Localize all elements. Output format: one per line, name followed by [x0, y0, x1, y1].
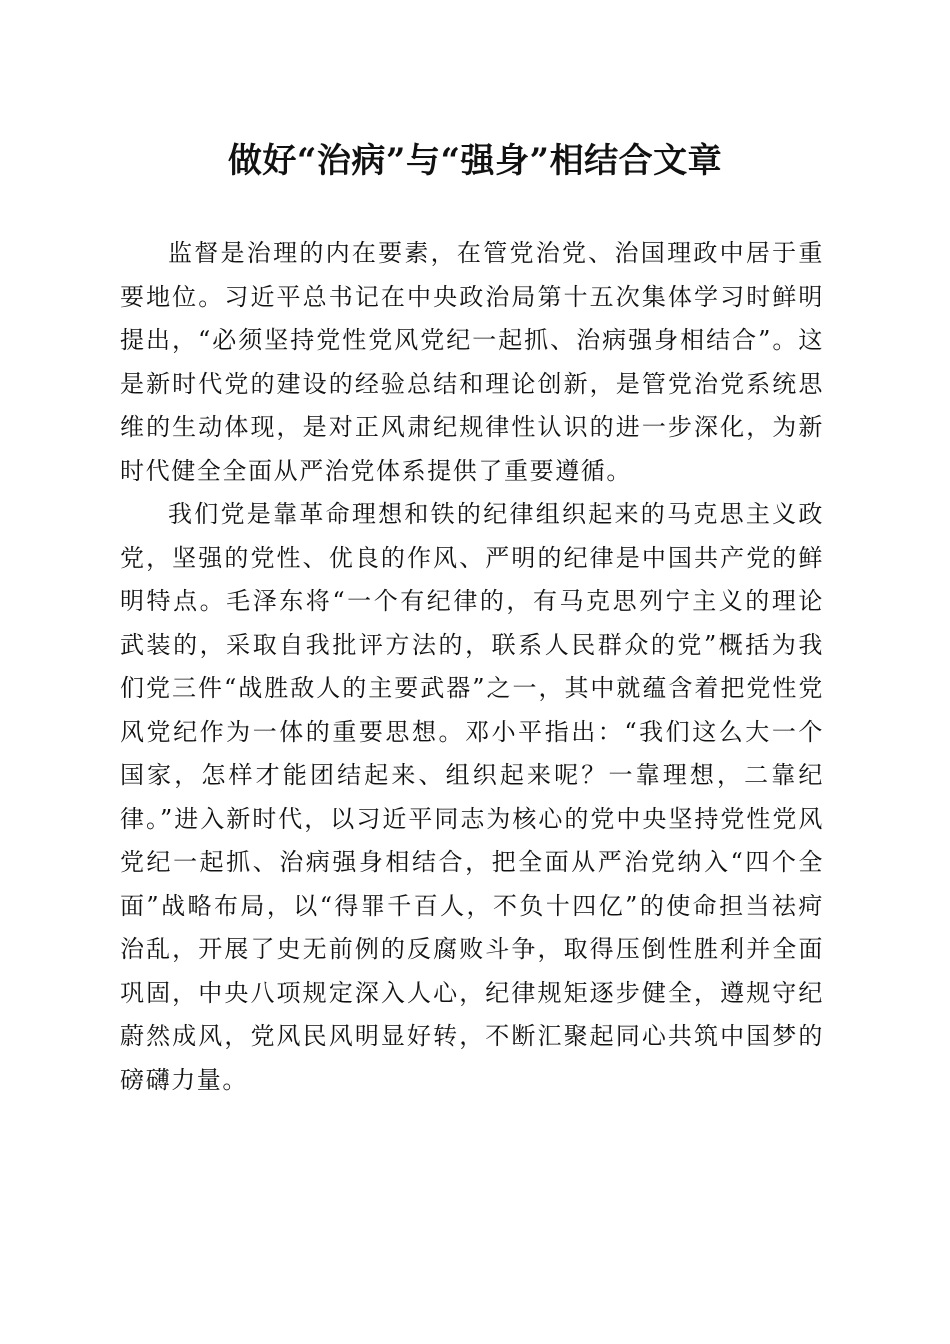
document-body — [120, 232, 824, 1102]
paragraph-1: 监督是治理的内在要素，在管党治党、治国理政中居于重要地位。习近平总书记在中央政治局第十五次集体学习时鲜明提出，“必须坚持党性党风党纪一起抓、治病强身相结合”。这是新时代党的建设的经验总结和理论创新，是管党治党系统思维的生动体现，是对正风肃纪规律性认识的进一步深化，为新时代健全全面从严治党体系提供了重要遵循。 — [120, 239, 824, 485]
paragraph-2: 我们党是靠革命理想和铁的纪律组织起来的马克思主义政党，坚强的党性、优良的作风、严明的纪律是中国共产党的鲜明特点。毛泽东将“一个有纪律的，有马克思列宁主义的理论武装的，采取自我批评方法的，联系人民群众的党”概括为我们党三件“战胜敌人的主要武器”之一，其中就蕴含着把党性党风党纪作为一体的重要思想。邓小平指出：“我们这么大一个国家，怎样才能团结起来、组织起来呢？一靠理想，二靠纪律。”进入新时代，以习近平同志为核心的党中央坚持党性党风党纪一起抓、治病强身相结合，把全面从严治党纳入“四个全面”战略布局，以“得罪千百人，不负十四亿”的使命担当祛疴治乱，开展了史无前例的反腐败斗争，取得压倒性胜利并全面巩固，中央八项规定深入人心，纪律规矩逐步健全，遵规守纪蔚然成风，党风民风明显好转，不断汇聚起同心共筑中国梦的磅礴力量。 — [120, 500, 824, 1094]
document-title: 做好“治病”与“强身”相结合文章 — [227, 141, 723, 181]
